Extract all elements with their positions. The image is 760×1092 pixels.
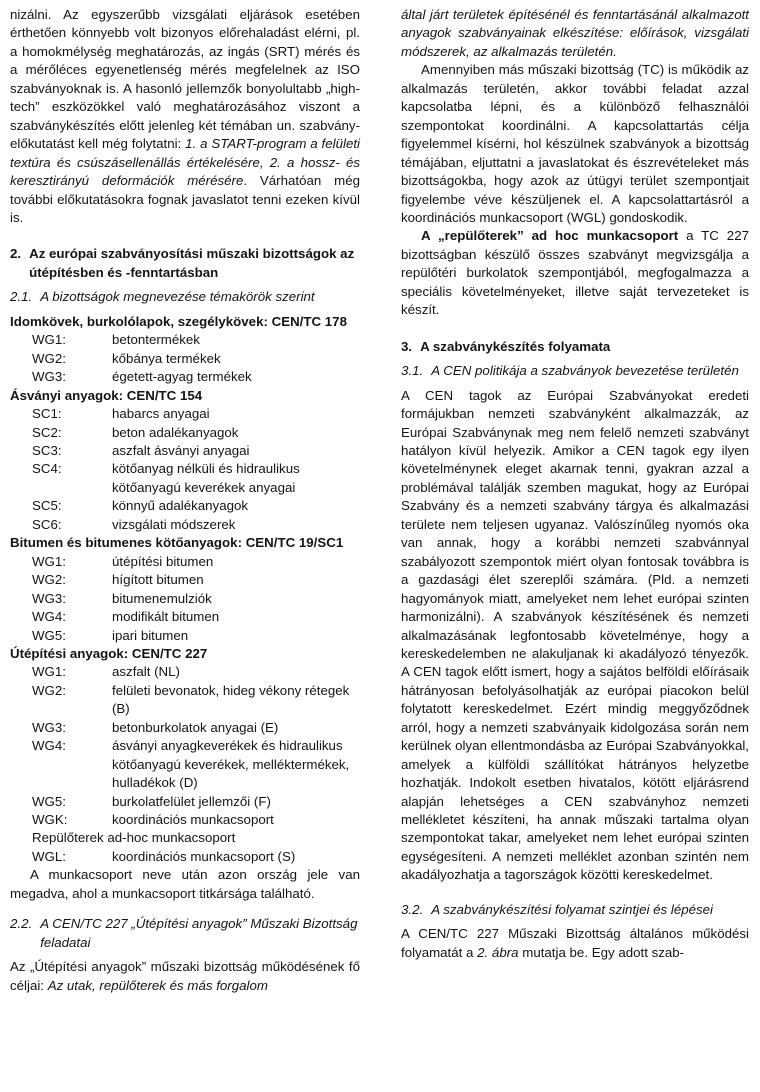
committee-item-code: WG1: <box>32 332 66 348</box>
committee-item <box>10 737 360 792</box>
airport-paragraph <box>401 227 749 319</box>
committee-item-desc: ásványi anyagkeverékek és hidraulikus kötőanyagú keverékek, melléktermékek, hulladékok (D) <box>112 738 350 791</box>
subsection-2-1-heading <box>10 288 360 306</box>
committee-item <box>10 663 360 681</box>
committee-item-code: WG3: <box>32 719 66 735</box>
subsection-2-1-number: 2.1. <box>10 289 33 305</box>
subsection-2-2-heading <box>10 915 360 952</box>
committee-item-code: WG4: <box>32 609 66 625</box>
committee-item-code: WG1: <box>32 553 66 569</box>
section-2-heading <box>10 245 360 282</box>
intro-paragraph <box>10 6 360 227</box>
committee-item-desc: beton adalékanyagok <box>112 424 239 440</box>
intro-tail: . Várhatóan még további előkutatásokra fognak javaslatot tenni ezeken kívül is. <box>10 173 360 225</box>
committee-item-code: WG5: <box>32 793 66 809</box>
airport-bold: A „repülőterek” ad hoc munkacsoport <box>421 228 679 244</box>
continued-italic-text: által járt területek építésénél és fenntartásánál alkalmazott anyagok szabványainak elkészítése: előírások, vizsgálati módszerek, az alkalmazás területén. <box>401 7 749 59</box>
subsection-2-2-number: 2.2. <box>10 916 33 932</box>
committee-item-code: WG2: <box>32 682 66 698</box>
committee-item-desc: aszfalt ásványi anyagai <box>112 442 250 458</box>
right-column <box>401 6 749 962</box>
committee-item-desc: koordinációs munkacsoport <box>112 812 274 828</box>
tasks-paragraph <box>10 958 360 995</box>
tasks-italic: Az utak, repülőterek és más forgalom <box>47 977 268 993</box>
committee-item-desc: hígított bitumen <box>112 572 204 588</box>
committee-item <box>10 627 360 645</box>
committee-item-code: SC2: <box>32 424 62 440</box>
committee-item <box>10 608 360 626</box>
wgl-desc: koordinációs munkacsoport (S) <box>112 848 296 864</box>
section-2-title: Az európai szabványosítási műszaki bizottságok az útépítésben és -fenntartásban <box>29 246 355 280</box>
subsection-3-1-title: A CEN politikája a szabványok bevezetése területén <box>431 363 739 379</box>
section-3-heading <box>401 338 749 356</box>
committee-item-code: WG3: <box>32 590 66 606</box>
intro-italic: 1. a START-program a felületi textúra és csúszásellenállás értékelésére, 2. a hossz- és keresztirányú deformációk mérésére <box>10 136 360 189</box>
committee-item <box>10 516 360 534</box>
subsection-2-2-title: A CEN/TC 227 „Útépítési anyagok” Műszaki Bizottság feladatai <box>40 916 358 950</box>
committee-item <box>10 793 360 811</box>
committee-item <box>10 682 360 719</box>
committee-item-desc: égetett-agyag termékek <box>112 369 252 385</box>
section-2-number: 2. <box>10 246 22 262</box>
committee-item-code: SC5: <box>32 498 62 514</box>
figure-reference: 2. ábra <box>477 944 519 960</box>
committee-item-code: WG2: <box>32 572 66 588</box>
committee-item-desc: habarcs anyagai <box>112 406 210 422</box>
process-paragraph <box>401 925 749 962</box>
section-3-number: 3. <box>401 338 413 354</box>
committee-item-code: WG5: <box>32 627 66 643</box>
committee-item <box>10 571 360 589</box>
committee-item-desc: ipari bitumen <box>112 627 189 643</box>
committee-item <box>10 405 360 423</box>
committee-item <box>10 811 360 829</box>
process-text: A CEN/TC 227 Műszaki Bizottság általános működési folyamatát a <box>401 926 749 960</box>
wgl-row <box>10 848 360 866</box>
committee-item-desc: betonburkolatok anyagai (E) <box>112 719 279 735</box>
subsection-3-1-number: 3.1. <box>401 363 424 379</box>
committee-group-title: Útépítési anyagok: CEN/TC 227 <box>10 645 208 661</box>
liaison-paragraph: Amennyiben más műszaki bizottság (TC) is működik az alkalmazás területén, akkor további feladat azzal kapcsolatba lépni, és a különböző felhasználói szempontokat koordinálni. A kapcsolattartás célja figyelemmel kísérni, hol készülnek szabványok a bizottság témájában, eljuttatni a javaslatokat és észrevételeket más bizottságokba, hogy azok az útügyi terület szempontjait figyelembe véve készüljenek el. A kapcsolattartásról a koordinációs munkacsoport (WGL) gondoskodik. <box>401 62 749 225</box>
committee-item-code: WG1: <box>32 664 66 680</box>
left-column <box>10 6 360 995</box>
committee-item <box>10 719 360 737</box>
committee-item-desc: útépítési bitumen <box>112 553 214 569</box>
subsection-3-1-heading <box>401 362 749 380</box>
subsection-2-1-title: A bizottságok megnevezése témakörök szerint <box>40 289 315 305</box>
country-note: A munkacsoport neve után azon ország jele van megadva, ahol a munkacsoport titkársága található. <box>10 867 360 901</box>
committee-item-code: SC4: <box>32 461 62 477</box>
committee-item-desc: burkolatfelület jellemzői (F) <box>112 793 271 809</box>
committee-item <box>10 442 360 460</box>
wgl-code: WGL: <box>32 848 66 864</box>
committee-item <box>10 331 360 349</box>
committee-item-code: WG3: <box>32 369 66 385</box>
process-tail: mutatja be. Egy adott szab- <box>518 944 685 960</box>
committee-group-title: Bitumen és bitumenes kötőanyagok: CEN/TC 19/SC1 <box>10 535 344 551</box>
committee-item <box>10 497 360 515</box>
committee-item <box>10 590 360 608</box>
committee-item-desc: bitumenemulziók <box>112 590 212 606</box>
airport-group-label <box>10 829 360 847</box>
intro-text: nizálni. Az egyszerűbb vizsgálati eljárások esetében érthetően könnyebb volt bizonyos előrehaladást elérni, pl. a homokmélység meghatározás, az ingás (SRT) mérés és a mérőléces egyenetlenség mérés megfelelnek az ISO szabványoknak is. A hasonló jellemzők bonyolultabb „high-tech” eszközökkel való meghatározásához viszont a szabványkészítés előtt jelenleg két témában un. szabvány-előkutatást kell még folytatni: <box>10 7 360 152</box>
committee-list <box>10 313 360 830</box>
committee-item <box>10 460 360 497</box>
subsection-3-2-heading <box>401 901 749 919</box>
airport-text: a TC 227 bizottságban készülő összes szabványt megvizsgálja a repülőtéri burkolatok szempontjából, megfogalmazza a speciális követelményeket, illetve saját tervezeteket is készít. <box>401 228 749 318</box>
airport-group-text: Repülőterek ad-hoc munkacsoport <box>32 830 236 846</box>
committee-item <box>10 368 360 386</box>
subsection-3-2-title: A szabványkészítési folyamat szintjei és lépései <box>431 901 714 917</box>
committee-item-code: SC1: <box>32 406 62 422</box>
committee-item-desc: felületi bevonatok, hideg vékony rétegek (B) <box>112 682 350 717</box>
committee-item-desc: könnyű adalékanyagok <box>112 498 249 514</box>
subsection-3-2-number: 3.2. <box>401 901 424 917</box>
committee-item <box>10 350 360 368</box>
committee-item-code: WG2: <box>32 350 66 366</box>
committee-item-desc: kőbánya termékek <box>112 350 221 366</box>
section-3-title: A szabványkészítés folyamata <box>420 338 611 354</box>
committee-group-title: Idomkövek, burkolólapok, szegélykövek: CEN/TC 178 <box>10 313 347 329</box>
committee-item-desc: kötőanyag nélküli és hidraulikus kötőanyagú keverékek anyagai <box>112 461 300 495</box>
committee-item-desc: aszfalt (NL) <box>112 664 180 680</box>
committee-item-code: WGK: <box>32 812 68 828</box>
cen-policy-paragraph: A CEN tagok az Európai Szabványokat eredeti formájukban nemzeti szabványként alkalmazzák, az Európai Szabványnak meg nem felelő nemzeti szabványt hatályon kívül helyezik. Amikor a CEN tagok egy ilyen követelménynek eleget akarnak tenni, gyakran azzal a problémával találják szemben magukat, hogy az Európai Szabvány és a nemzeti szabvány tárgya és alkalmazási területe nem teljesen ugyanaz. Valószínűleg nyomós oka van annak, hogy a korábbi nemzeti szabvánnyal szabályozott szempontok miért olyan fontosak továbbra is a gazdasági élet szereplői számára. (Pld. a nemzeti hagyományok miatt, amelyeket nem lehet európai szinten harmonizálni). A szabványok készítésének és nemzeti alkalmazásának legfontosabb követelménye, hogy a kereskedelemben ne alakuljanak ki akadályozó tényezők. A CEN tagok előtt ismert, hogy a sajátos belföldi előírásaik hátrányosan befolyásolhatják az európai piacokon belül folytatott kereskedelmet. Ezért mindig meggyőződnek arról, hogy a nemzeti szabványaik kidolgozása során nem kerülnek olyan ellentmondásba az Európai Szabványokkal, amelyek a külföldi szállítókat hátrányos helyzetbe hozhatják. Indokolt esetben hivatalos, kötött eljárásrend alapján lehetséges a CEN szabványhoz nemzeti mellékletet készíteni, ha annak műszaki tartalma olyan szempontokat takar, amelyeket nem lehet európai szinten egységesíteni. A nemzeti melléklet azonban szintén nem akadályozhatja a tagországok közötti kereskedelmet. <box>401 387 749 883</box>
tasks-text: Az „Útépítési anyagok” műszaki bizottság működésének fő céljai: <box>10 959 360 993</box>
committee-item-code: SC6: <box>32 516 62 532</box>
committee-item-code: SC3: <box>32 442 62 458</box>
committee-item-desc: modifikált bitumen <box>112 609 220 625</box>
committee-item <box>10 553 360 571</box>
committee-item-desc: betontermékek <box>112 332 200 348</box>
committee-item-desc: vizsgálati módszerek <box>112 516 236 532</box>
committee-group-title: Ásványi anyagok: CEN/TC 154 <box>10 387 203 403</box>
committee-item-code: WG4: <box>32 738 66 754</box>
committee-item <box>10 424 360 442</box>
